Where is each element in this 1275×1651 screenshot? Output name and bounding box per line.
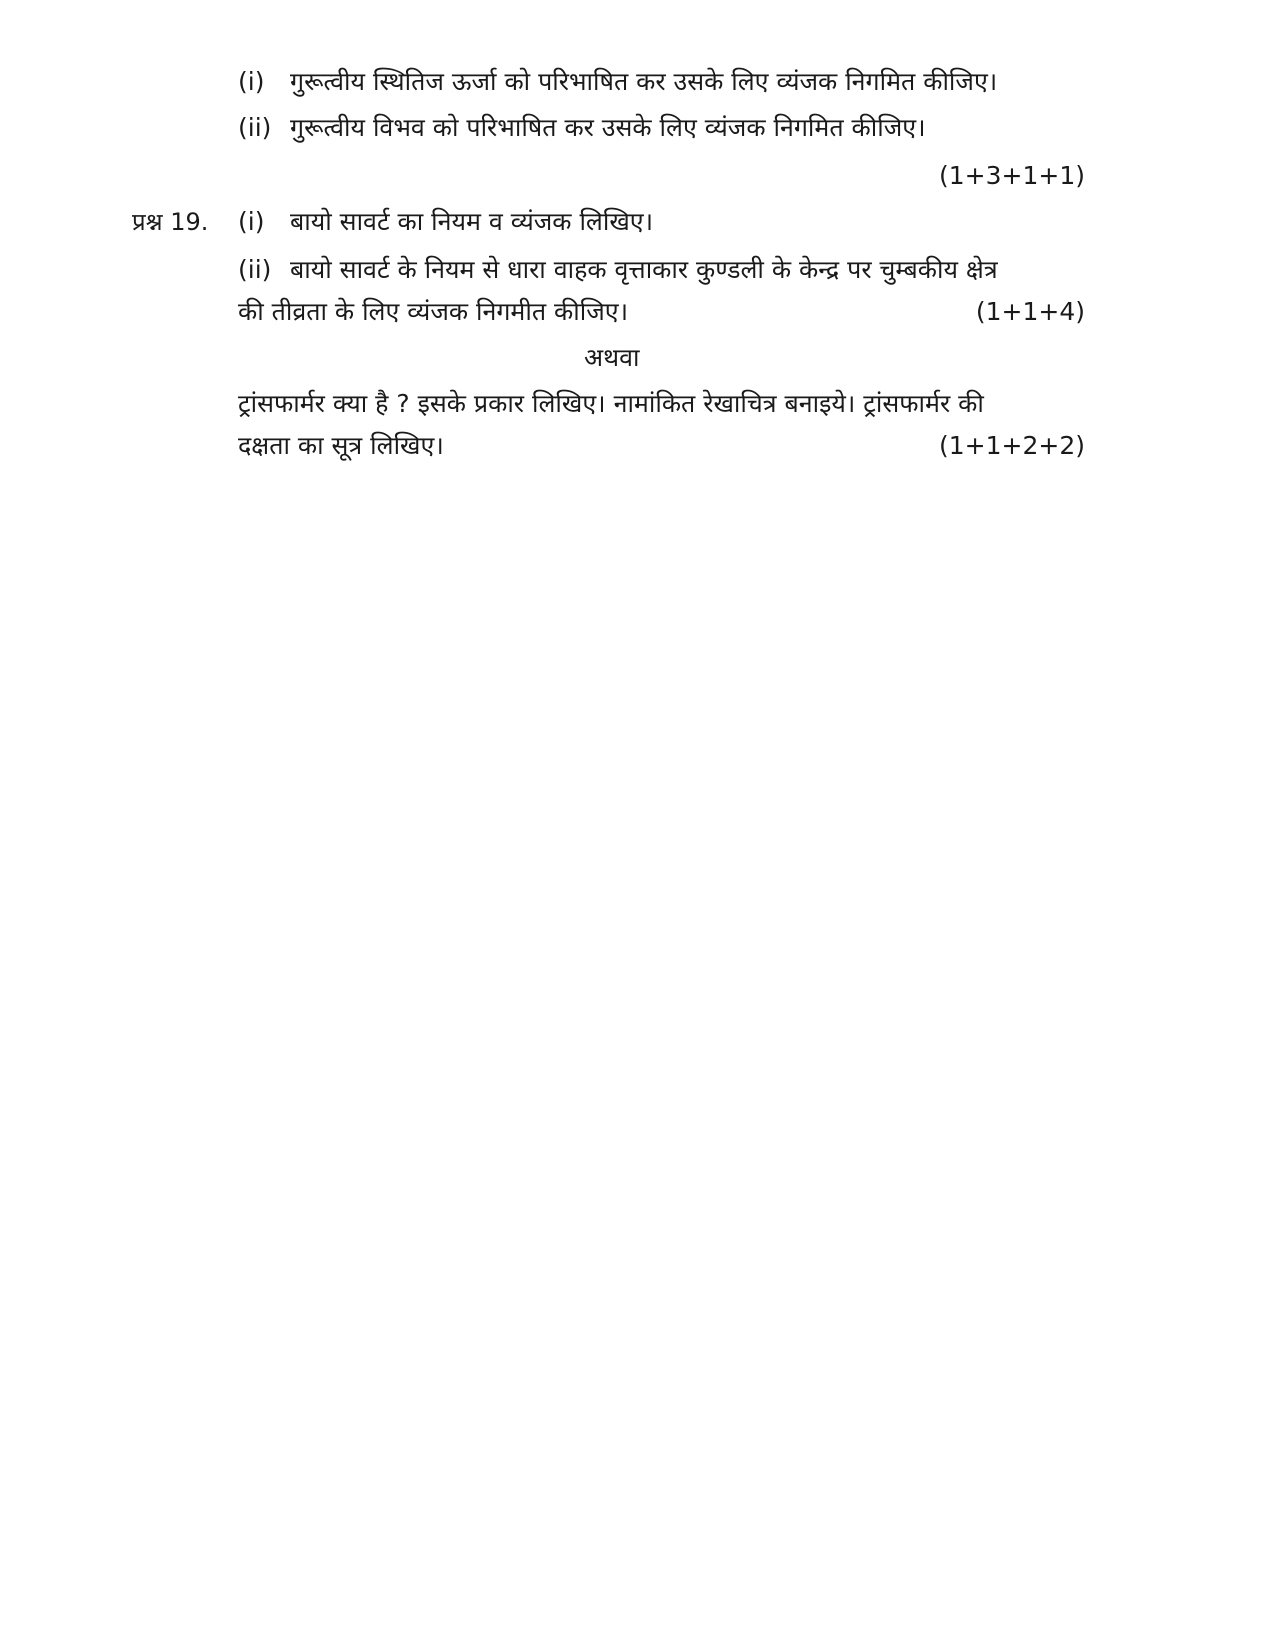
prev-part-i (238, 62, 997, 102)
q19-part-i (238, 202, 653, 242)
q19-alt-marks: (1+1+2+2) (939, 431, 1085, 460)
prev-part-ii-number: (ii) (238, 113, 272, 142)
q19-part-i-number: (i) (238, 207, 265, 236)
or-label: अथवा (584, 343, 640, 372)
prev-question-marks: (1+3+1+1) (939, 161, 1085, 190)
prev-part-ii (238, 108, 926, 148)
prev-part-i-number: (i) (238, 67, 265, 96)
q19-part-ii-line2: की तीव्रता के लिए व्यंजक निगमीत कीजिए। (238, 297, 629, 326)
q19-part-ii-number: (ii) (238, 255, 272, 284)
q19-part-i-text: बायो सावर्ट का नियम व व्यंजक लिखिए। (290, 207, 654, 236)
q19-marks: (1+1+4) (975, 297, 1085, 326)
q19-part-ii-text-line1: बायो सावर्ट के नियम से धारा वाहक वृत्ताकार कुण्डली के केन्द्र पर चुम्बकीय क्षेत्र (290, 255, 998, 284)
q19-alt-line1: ट्रांसफार्मर क्या है ? इसके प्रकार लिखिए। नामांकित रेखाचित्र बनाइये। ट्रांसफार्मर की (238, 389, 984, 418)
prev-part-i-text: गुरूत्वीय स्थितिज ऊर्जा को परिभाषित कर उसके लिए व्यंजक निगमित कीजिए। (290, 67, 998, 96)
prev-part-ii-text: गुरूत्वीय विभव को परिभाषित कर उसके लिए व्यंजक निगमित कीजिए। (290, 113, 926, 142)
q19-alt-line2: दक्षता का सूत्र लिखिए। (238, 431, 444, 460)
q19-part-ii (238, 250, 998, 290)
question-19-label: प्रश्न 19. (132, 208, 209, 236)
